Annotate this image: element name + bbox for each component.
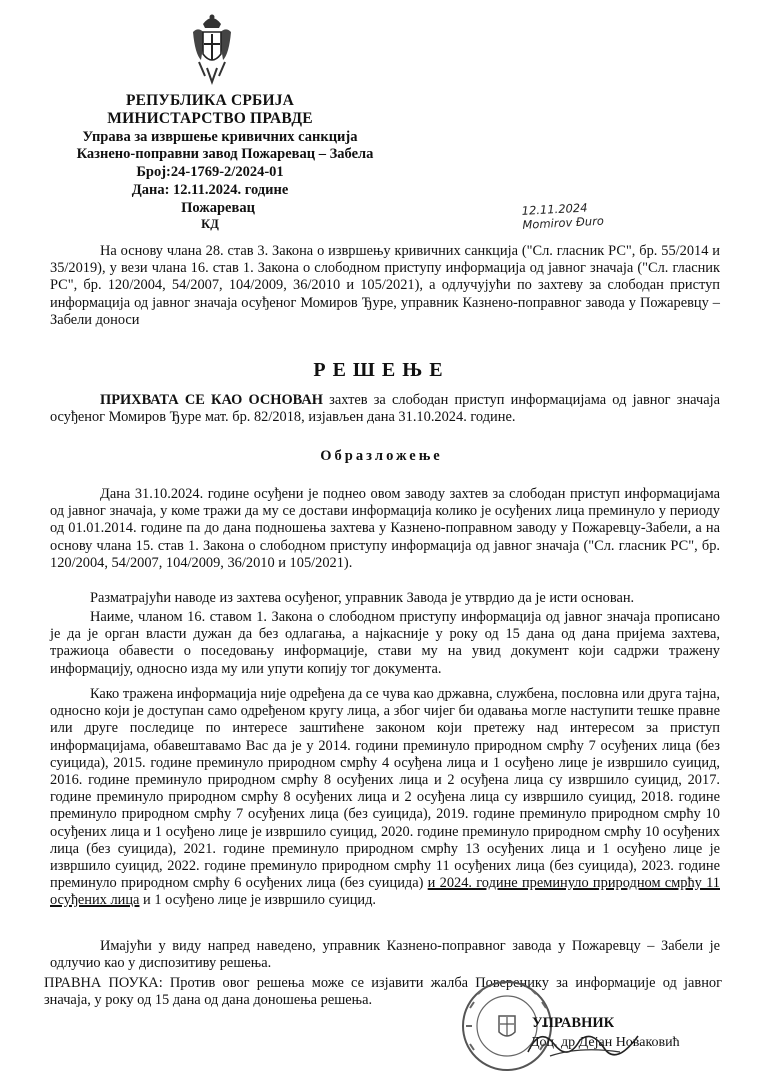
decision-text: захтев за слободан приступ информацијама од јавног значаја осуђеног Момиров Ђуре мат. бр. 82/2018, изјављен дана 31.10.2024. године. [50,392,720,426]
header-ministry: МИНИСТАРСТВО ПРАВДЕ [107,110,313,127]
handwritten-name: Momirov Đuro [522,213,605,232]
reasoning-heading: Образложење [320,448,443,464]
reasoning-paragraph-4 [50,686,720,910]
decision-lead: ПРИХВАТА СЕ КАО ОСНОВАН [100,392,323,408]
header-institution: Казнено-поправни завод Пожаревац – Забела [76,146,374,162]
header-number: Број:24-1769-2/2024-01 [136,164,284,180]
reasoning-paragraph-2: Разматрајући наводе из захтева осуђеног, управник Завода је утврдио да је исти основан. [90,590,635,606]
header-place: Пожаревац [181,200,255,216]
statistics-text: Како тражена информација није одређена да се чува као државна, службена, пословна или друга тајна, односно који је доступан само одређеном кругу лица, а због чијег би одавања могле наступити тешке правне или друге последице по интересе заштићене законом који претежу над интересом за приступ информацијама, обавештавамо Вас да је у 2014. години преминуло природном смрћу 7 осуђених лица (без суицида), 2015. године преминуло природном смрћу 4 осуђена лица и 1 осуђено лице је извршило суицид, 2016. године преминуло природном смрћу 8 осуђених лица и 2 осуђена лица су извршило суицид, 2017. године преминуло природном смрћу 8 осуђених лица и 2 осуђена лица су извршило суицид, 2018. године преминуло природном смрћу 7 осуђених лица (без суицида), 2019. године преминуло природном смрћу 10 осуђених лица и 1 осуђено лице је извршило суицид, 2020. године преминуло природном смрћу 10 осуђених лица (без суицида), 2021. године преминуло природном смрћу 13 осуђених лица и 1 осуђено лице је извршило суицид, 2022. године преминуло природном смрћу 11 осуђених лица (без суицида), 2023. године преминуло природном смрћу 6 осуђених лица (без суицида) [50,686,721,892]
conclusion-paragraph: Имајући у виду напред наведено, управник Казнено-поправног завода у Пожаревцу – Забели је одлучио као у диспозитиву решења. [50,938,720,972]
handwritten-date: 12.11.2024 [521,200,588,218]
statistics-tail: и 1 осуђено лице је извршило суицид. [139,892,377,909]
reasoning-paragraph-1: Дана 31.10.2024. године осуђени је поднео овом заводу захтев за слободан приступ информацијама од јавног значаја, у коме тражи да му се достави информација колико је осуђених лица преминуло у периоду од 01.01.2014. године па до дана подношења захтева у Казнено-поправном заводу у Пожаревцу-Забели, а на основу члана 15. став 1. Закона о слободном приступу информација од јавног значаја ("Сл. гласник РС", бр. 120/2004, 54/2007, 104/2009, 36/2010 и 105/2021). [50,486,720,571]
header-country: РЕПУБЛИКА СРБИЈА [125,92,295,109]
intro-paragraph: На основу члана 28. став 3. Закона о извршењу кривичних санкција ("Сл. гласник РС", бр. 55/2014 и 35/2019), у вези члана 16. став 1. Закона о слободном приступу информација од јавног значаја ("Сл. гласник РС", бр. 120/2004, 54/2007, 104/2009, 36/2010 и 105/2021), а одлучујући по захтеву за слободан приступ информација од јавног значаја осуђеног Момиров Ђуре, управник Казнено-поправног завода у Пожаревцу – Забели доноси [50,243,720,328]
legal-remedy-paragraph: ПРАВНА ПОУКА: Против овог решења може се изјавити жалба Поверенику за информације од јавног значаја, у року од 15 дана од дана доношења решења. [44,975,722,1009]
header-date: Дана: 12.11.2024. године [131,182,289,198]
handwritten-signature [520,1022,650,1062]
signatory-title: УПРАВНИК [532,1015,615,1031]
header-initials: КД [201,217,219,231]
statistics-underlined: и 2024. године преминуло природном смрћу 11 осуђених лица [50,875,720,909]
handwritten-receipt-note [521,198,632,232]
reasoning-paragraph-3: Наиме, чланом 16. ставом 1. Закона о слободном приступу информација од јавног значаја прописано је да је орган власти дужан да без одлагања, а најкасније у року од 15 дана од дана пријема захтева, тражиоца обавести о поседовању информације, стави му на увид документ који садржи тражену информацију, односно изда му или упути копију тог документа. [50,609,720,677]
document-title: РЕШЕЊЕ [313,359,450,381]
decision-paragraph [50,392,720,426]
header-directorate: Управа за извршење кривичних санкција [82,129,358,145]
coat-of-arms-icon [189,10,235,88]
signatory-name: Доц. др Дејан Новаковић [530,1035,680,1050]
